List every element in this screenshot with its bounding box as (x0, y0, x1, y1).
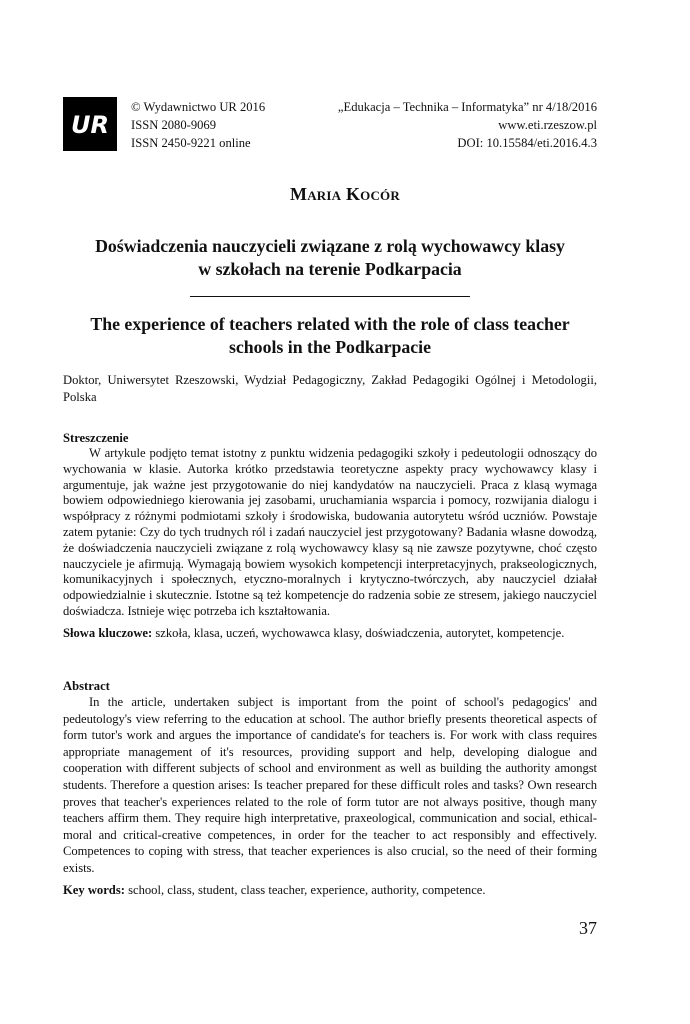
doi: DOI: 10.15584/eti.2016.4.3 (457, 136, 597, 150)
journal-name: „Edukacja – Technika – Informatyka” nr 4/18/2016 (337, 100, 597, 114)
keywords-pl (63, 625, 597, 641)
issn-print: ISSN 2080-9069 (131, 118, 217, 132)
abstract-pl-text: W artykule podjęto temat istotny z punktu widzenia pedagogiki szkoły i pedeutologii odnoszący do wychowania w klasie. Autorka krótko przedstawia teoretyczne aspekty pracy wychowawcy klasy i argumentuje, jak ważne jest przygotowanie do niej kandydatów na nauczycieli. Praca z klasą wymaga bowiem odpowiedniego kierowania jej zasobami, uruchamiania wsparcia i pomocy, rozwijania dialogu i współpracy z różnymi podmiotami szkoły i środowiska, budowania autorytetu wśród uczniów. Powstaje zatem pytanie: Czy do tych trudnych ról i zadań nauczyciel jest przygotowany? Badania własne dowodzą, że doświadczenia nauczycieli związane z rolą wychowawcy klasy są nie zawsze pozytywne, choć często nauczyciele je afirmują. Wymagają bowiem wysokich kompetencji interpretacyjnych, prakseologicznych, komunikacyjnych i społecznych, etyczno-moralnych i krytyczno-twórczych, aby nauczyciel działał odpowiedzialnie i skutecznie. Istotne są też kompetencje do radzenia sobie ze stresem, jakiego nauczyciel doświadcza. Istnieje więc potrzeba ich kształtowania. (63, 446, 597, 618)
page-number: 37 (579, 918, 597, 938)
publisher-line: © Wydawnictwo UR 2016 (131, 100, 266, 114)
keywords-en-label: Key words: (63, 882, 125, 897)
keywords-en (63, 882, 597, 898)
title-en-line: schools in the Podkarpacie (228, 337, 432, 357)
keywords-pl-values: szkoła, klasa, uczeń, wychowawca klasy, doświadczenia, autorytet, kompetencje. (155, 625, 565, 640)
abstract-pl-heading: Streszczenie (63, 431, 129, 445)
header-left (131, 98, 265, 152)
svg-text:UR: UR (71, 111, 109, 139)
author-name: Maria Kocór (290, 184, 400, 204)
abstract-en-text: In the article, undertaken subject is important from the point of school's pedagogics' and pedeutology's view referring to the education at school. The author briefly presents theoretical aspects of form tutor's work and argues the importance of candidate's for teachers is. For work with class requires appropriate management of it's resources, providing support and help, developing dialogue and cooperation with different subjects of school and environment as well as building the authority amongst students. Therefore a question arises: Is teacher prepared for these difficult roles and tasks? Own research proves that teacher's experiences related to the role of form tutor are not always positive, though many teachers affirm them. They require high interpretative, praxeological, communication and social, ethical-moral and critical-creative competences, in order for the teacher to act responsibly and effectively. Competences to coping with stress, that teacher experiences is also crucial, so the need of their forming exists. (63, 695, 597, 875)
publisher-logo (63, 97, 117, 151)
abstract-polish (63, 430, 597, 641)
title-pl-line: w szkołach na terenie Podkarpacia (198, 259, 462, 279)
issn-online: ISSN 2450-9221 online (131, 136, 251, 150)
header-right (338, 98, 597, 152)
affiliation: Doktor, Uniwersytet Rzeszowski, Wydział Pedagogiczny, Zakład Pedagogiki Ogólnej i Metodologii, Polska (63, 373, 597, 404)
title-english (63, 313, 597, 359)
title-pl-line: Doświadczenia nauczycieli związane z rolą wychowawcy klasy (95, 236, 565, 256)
abstract-english (63, 678, 597, 898)
title-en-line: The experience of teachers related with the role of class teacher (90, 314, 570, 334)
ur-logo-icon (67, 109, 113, 139)
keywords-pl-label: Słowa kluczowe: (63, 625, 153, 640)
title-polish (63, 235, 597, 281)
abstract-en-heading: Abstract (63, 679, 110, 693)
keywords-en-values: school, class, student, class teacher, experience, authority, competence. (128, 882, 486, 897)
journal-url: www.eti.rzeszow.pl (498, 118, 597, 132)
title-divider (190, 296, 470, 297)
